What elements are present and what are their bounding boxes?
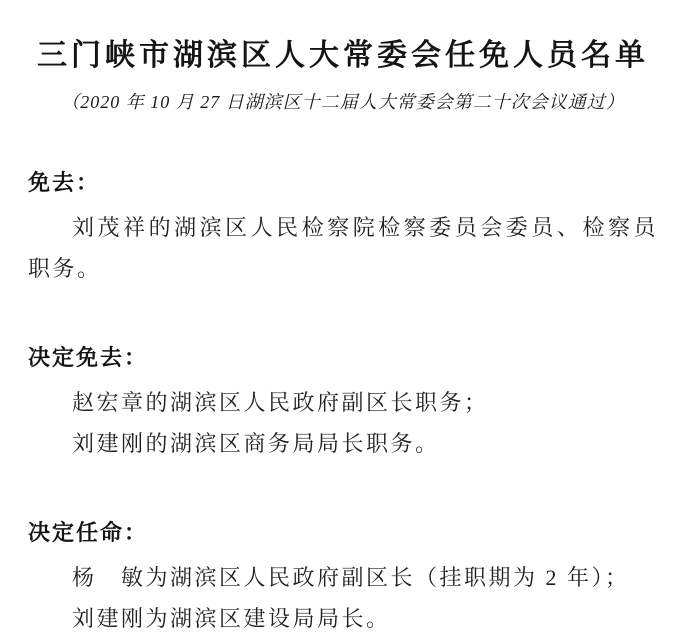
section-body	[28, 557, 658, 639]
section-decide-appointment	[28, 516, 658, 639]
section-body	[28, 207, 658, 289]
document-title: 三门峡市湖滨区人大常委会任免人员名单	[37, 39, 649, 72]
section-heading: 决定免去：	[28, 345, 149, 370]
section-heading: 免去：	[28, 170, 101, 195]
list-item: 刘茂祥的湖滨区人民检察院检察委员会委员、检察员职务。	[28, 215, 658, 281]
list-item: 杨 敏为湖滨区人民政府副区长（挂职期为 2 年）；	[72, 565, 630, 590]
list-item: 刘建刚为湖滨区建设局局长。	[72, 606, 391, 631]
section-heading: 决定任命：	[28, 520, 149, 545]
section-decide-removal	[28, 341, 658, 464]
section-removal	[28, 166, 658, 289]
list-item: 赵宏章的湖滨区人民政府副区长职务；	[72, 390, 489, 415]
list-item: 刘建刚的湖滨区商务局局长职务。	[72, 431, 440, 456]
section-body	[28, 382, 658, 464]
document-subtitle: （2020 年 10 月 27 日湖滨区十二届人大常委会第二十次会议通过）	[61, 92, 625, 112]
